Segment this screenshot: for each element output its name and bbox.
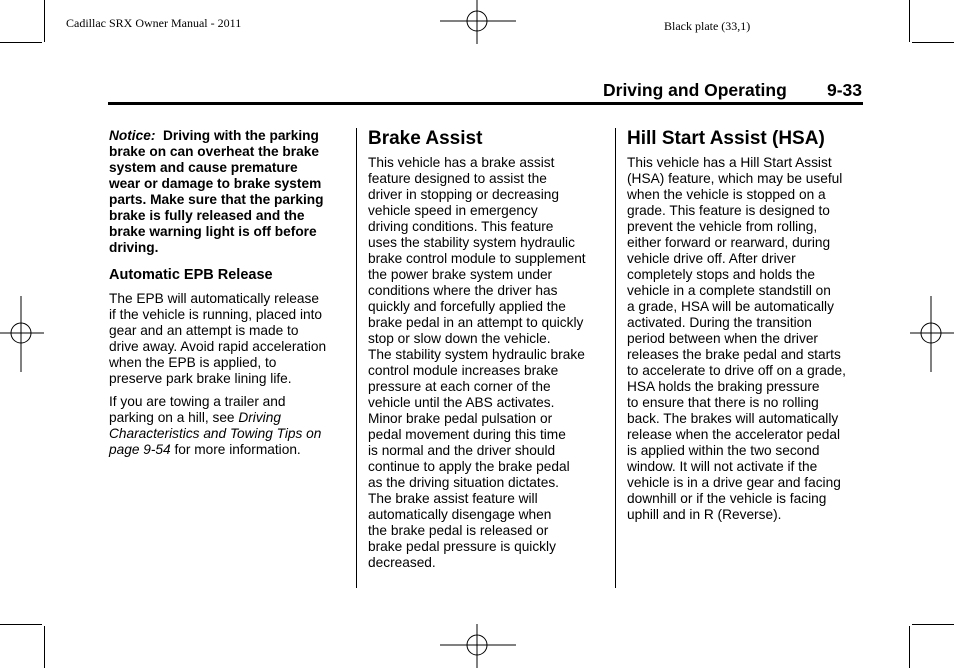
text-line: drive away. Avoid rapid acceleration xyxy=(109,339,327,354)
text-line: pressure at each corner of the xyxy=(368,379,551,394)
registration-mark-bottom xyxy=(440,624,516,668)
text-line: as the driving situation dictates. xyxy=(368,475,559,490)
section-title: Driving and Operating xyxy=(603,80,787,100)
crop-mark xyxy=(44,0,45,42)
heading-brake-assist: Brake Assist xyxy=(368,128,483,149)
text-line: prevent the vehicle from rolling, xyxy=(627,219,818,234)
text-line: brake pedal pressure is quickly xyxy=(368,539,556,554)
notice-line: driving. xyxy=(109,240,159,255)
text-line: uses the stability system hydraulic xyxy=(368,235,575,250)
column-1 xyxy=(109,128,345,458)
notice-line: brake on can overheat the brake xyxy=(109,144,319,159)
text-line: automatically disengage when xyxy=(368,507,552,522)
text-line: brake pedal in an attempt to quickly xyxy=(368,315,584,330)
cross-reference-link[interactable]: Characteristics and Towing Tips on xyxy=(109,426,322,441)
text-line: The brake assist feature will xyxy=(368,491,538,506)
column-divider xyxy=(615,128,616,588)
text-line: to accelerate to drive off on a grade, xyxy=(627,363,846,378)
notice-line: wear or damage to brake system xyxy=(109,176,322,191)
text-line: preserve park brake lining life. xyxy=(109,371,292,386)
text-line: releases the brake pedal and starts xyxy=(627,347,841,362)
text-line: uphill and in R (Reverse). xyxy=(627,507,782,522)
page-number: 9-33 xyxy=(827,80,863,100)
text-line: If you are towing a trailer and xyxy=(109,394,286,409)
text-line: (HSA) feature, which may be useful xyxy=(627,171,843,186)
crop-mark xyxy=(0,624,42,625)
crop-mark xyxy=(912,624,954,625)
subheading-automatic-epb-release: Automatic EPB Release xyxy=(109,267,273,283)
text-line: This vehicle has a Hill Start Assist xyxy=(627,155,832,170)
text-line: quickly and forcefully applied the xyxy=(368,299,566,314)
crop-mark xyxy=(912,42,954,43)
text-line: gear and an attempt is made to xyxy=(109,323,299,338)
registration-mark-top xyxy=(440,0,516,44)
text-line: release when the accelerator pedal xyxy=(627,427,841,442)
text-line: HSA holds the braking pressure xyxy=(627,379,820,394)
text-line: Minor brake pedal pulsation or xyxy=(368,411,553,426)
notice-line: Driving with the parking xyxy=(163,128,319,143)
notice-block xyxy=(109,128,345,256)
text-line: when the vehicle is stopped on a xyxy=(627,187,826,202)
notice-label: Notice: xyxy=(109,128,156,143)
cross-reference-link[interactable]: Driving xyxy=(238,410,281,425)
text-line: if the vehicle is running, placed into xyxy=(109,307,323,322)
text-line: the brake pedal is released or xyxy=(368,523,549,538)
text-line: control module increases brake xyxy=(368,363,559,378)
text-line: This vehicle has a brake assist xyxy=(368,155,555,170)
text-line: feature designed to assist the xyxy=(368,171,547,186)
text-line: window. It will not activate if the xyxy=(627,459,818,474)
text-line: is applied within the two second xyxy=(627,443,820,458)
text-line: vehicle in a complete standstill on xyxy=(627,283,831,298)
crop-mark xyxy=(44,626,45,668)
text-line: The EPB will automatically release xyxy=(109,291,319,306)
paragraph-brake-assist xyxy=(368,155,604,571)
notice-line: system and cause premature xyxy=(109,160,298,175)
text-line: stop or slow down the vehicle. xyxy=(368,331,551,346)
manual-title: Cadillac SRX Owner Manual - 2011 xyxy=(66,16,242,30)
text-line: driver in stopping or decreasing xyxy=(368,187,559,202)
notice-line: brake is fully released and the xyxy=(109,208,305,223)
notice-line: parts. Make sure that the parking xyxy=(109,192,324,207)
text-line: the power brake system under xyxy=(368,267,553,282)
text-line: conditions where the driver has xyxy=(368,283,558,298)
header-rule xyxy=(108,102,863,105)
registration-mark-left xyxy=(0,296,44,372)
text-line: decreased. xyxy=(368,555,436,570)
column-divider xyxy=(356,128,357,588)
text-line: vehicle speed in emergency xyxy=(368,203,538,218)
text-line: downhill or if the vehicle is facing xyxy=(627,491,827,506)
heading-hill-start-assist: Hill Start Assist (HSA) xyxy=(627,128,825,149)
text-line: activated. During the transition xyxy=(627,315,812,330)
crop-mark xyxy=(0,42,42,43)
text-line: either forward or rearward, during xyxy=(627,235,831,250)
text-line: completely stops and holds the xyxy=(627,267,815,282)
text-line: driving conditions. This feature xyxy=(368,219,554,234)
text-line: a grade, HSA will be automatically xyxy=(627,299,834,314)
text-line: brake control module to supplement xyxy=(368,251,586,266)
registration-mark-right xyxy=(910,296,954,372)
text-line: vehicle drive off. After driver xyxy=(627,251,796,266)
plate-label: Black plate (33,1) xyxy=(664,19,751,33)
text-line: to ensure that there is no rolling xyxy=(627,395,819,410)
column-2 xyxy=(368,128,604,571)
column-3 xyxy=(627,128,863,523)
text-line: vehicle is in a drive gear and facing xyxy=(627,475,841,490)
text-line: period between when the driver xyxy=(627,331,818,346)
text-line: grade. This feature is designed to xyxy=(627,203,830,218)
text-line: vehicle until the ABS activates. xyxy=(368,395,555,410)
text-line: continue to apply the brake pedal xyxy=(368,459,570,474)
text-line: The stability system hydraulic brake xyxy=(368,347,585,362)
text-line: when the EPB is applied, to xyxy=(109,355,277,370)
notice-line: brake warning light is off before xyxy=(109,224,317,239)
text-line: pedal movement during this time xyxy=(368,427,566,442)
crop-mark xyxy=(909,626,910,668)
cross-reference-link[interactable]: page 9-54 xyxy=(109,442,171,457)
paragraph-hill-start-assist xyxy=(627,155,863,523)
paragraph-epb xyxy=(109,291,345,387)
text-line: is normal and the driver should xyxy=(368,443,556,458)
paragraph-towing xyxy=(109,394,345,458)
text-line: back. The brakes will automatically xyxy=(627,411,839,426)
crop-mark xyxy=(909,0,910,42)
text-span: for more information. xyxy=(170,442,301,457)
text-span: parking on a hill, see xyxy=(109,410,239,425)
